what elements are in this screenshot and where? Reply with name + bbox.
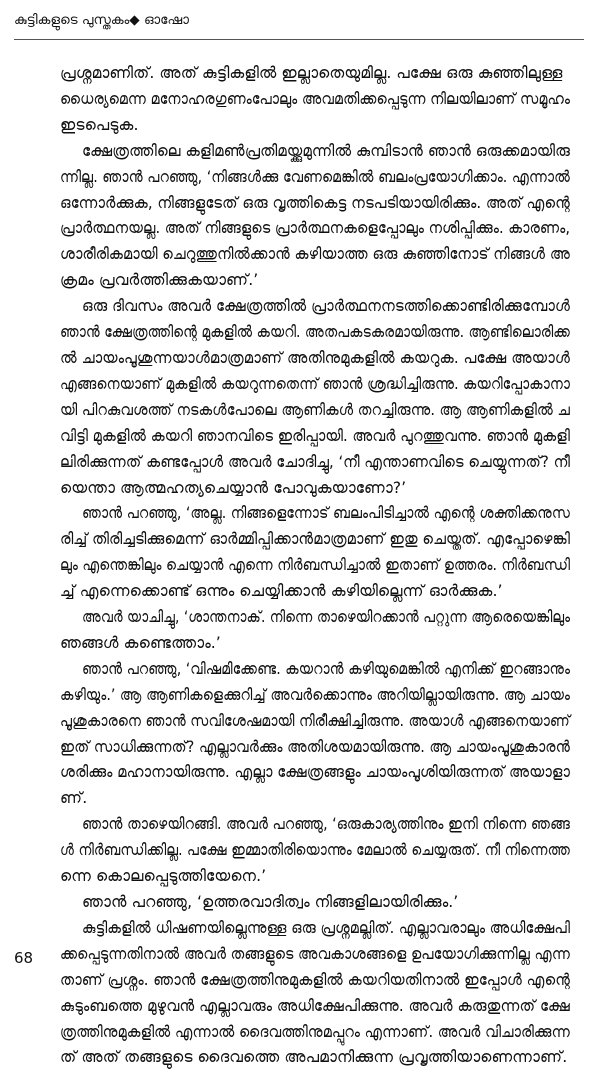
paragraph (60, 915, 570, 1070)
text-line: ച്ച് എന്നെക്കൊണ്ട് ഒന്നും ചെയ്യിക്കാൻ കഴിയില്ലെന്ന് ഓർക്കുക.’ (60, 581, 503, 601)
text-line: ഞാൻ പറഞ്ഞു, ‘വിഷമിക്കേണ്ട. കയറാൻ കഴിയുമെങ്കിൽ എനിക്ക് ഇറങ്ങാനും (82, 658, 570, 678)
page-number: 68 (14, 949, 34, 967)
text-line: ന്നില്ല. ഞാൻ പറഞ്ഞു, ‘നിങ്ങൾക്കു വേണമെങ്കിൽ ബലംപ്രയോഗിക്കാം. എന്നാൽ (60, 166, 570, 186)
text-line: ത്രത്തിനുമുകളിൽ എന്നാൽ ദൈവത്തിനുമപ്പുറം എന്നാണ്. അവർ വിചാരിക്കുന്ന (60, 1021, 570, 1041)
text-line: കുട്ടികളിൽ ധിഷണയില്ലെന്നുള്ള ഒരു പ്രശ്നമല്ലിത്. എല്ലാവരാലും അധിക്ഷേപി (82, 917, 570, 937)
text-line: ഇത് സാധിക്കുന്നത്? എല്ലാവർക്കും അതിശയമായിരുന്നു. ആ ചായംപൂശുകാരൻ (60, 736, 570, 756)
text-line: യി പിറകുവശത്ത് നടകൾപോലെ ആണികൾ തറച്ചിരുന്നു. ആ ആണികളിൽ ച (60, 399, 570, 419)
text-line: പൂശുകാരനെ ഞാൻ സവിശേഷമായി നിരീക്ഷിച്ചിരുന്നു. അയാൾ എങ്ങനെയാണ് (60, 710, 570, 730)
text-line: ഒന്നോർക്കുക, നിങ്ങളുടേത് ഒരു വൃത്തികെട്ട നടപടിയായിരിക്കും. അത് എന്റെ (60, 192, 570, 212)
text-line: ൽ ചായംപൂശുന്നയാൾമാത്രമാണ് അതിനുമുകളിൽ കയറുക. പക്ഷേ അയാൾ (60, 347, 570, 367)
paragraph (60, 811, 570, 889)
text-line: കുടുംബത്തെ മുഴുവൻ എല്ലാവരും അധിക്ഷേപിക്കുന്നു. അവർ കരുതുന്നത് ക്ഷേ (60, 995, 570, 1015)
text-line: ധൈര്യമെന്ന മനോഹരഗുണംപോലും അവമതിക്കപ്പെടുന്ന നിലയിലാണ് സമൂഹം (60, 88, 570, 108)
text-line: യെന്താ ആത്മഹത്യചെയ്യാൻ പോവുകയാണോ?’ (60, 477, 407, 497)
text-line: ക്രമം പ്രവർത്തിക്കുകയാണ്.’ (60, 270, 259, 290)
text-line: പ്രാർത്ഥനയല്ല. അത് നിങ്ങളുടെ പ്രാർത്ഥനകളെപ്പോലും നശിപ്പിക്കും. കാരണം, (60, 218, 570, 238)
text-line: രിച്ച് തിരിച്ചടിക്കുമെന്ന് ഓർമ്മിപ്പിക്കാൻമാത്രമാണ് ഇതു ചെയ്തത്. എപ്പോഴെങ്കി (60, 529, 570, 549)
text-line: കഴിയും.’ ആ ആണികളെക്കുറിച്ച് അവർക്കൊന്നും അറിയില്ലായിരുന്നു. ആ ചായം (60, 684, 570, 704)
paragraph (60, 60, 570, 138)
text-line: ഞാൻ പറഞ്ഞു, ‘അല്ല. നിങ്ങളെന്നോട് ബലംപിടിച്ചാൽ എന്റെ ശക്തിക്കനുസ (82, 503, 570, 523)
text-line: വിട്ടി മുകളിൽ കയറി ഞാനവിടെ ഇരിപ്പായി. അവർ പുറത്തുവന്നു. ഞാൻ മുകളി (60, 425, 570, 445)
text-line: ക്ഷേത്രത്തിലെ കളിമൺപ്രതിമയ്ക്കുമുന്നിൽ കുമ്പിടാൻ ഞാൻ ഒരുക്കമായിരു (82, 140, 570, 160)
text-line: ശാരീരികമായി ചെറുത്തുനിൽക്കാൻ കഴിയാത്ത ഒരു കുഞ്ഞിനോട് നിങ്ങൾ അ (60, 244, 570, 264)
paragraph (60, 604, 570, 656)
text-line: താണ് പ്രശ്നം. ഞാൻ ക്ഷേത്രത്തിനുമുകളിൽ കയറിയതിനാൽ ഇപ്പോൾ എന്റെ (60, 969, 570, 989)
paragraph (60, 889, 570, 915)
text-line: എങ്ങനെയാണ് മുകളിൽ കയറുന്നതെന്ന് ഞാൻ ശ്രദ്ധിച്ചിരുന്നു. കയറിപ്പോകാനാ (60, 373, 570, 393)
header-rule (14, 39, 584, 40)
text-line: ൾ നിർബന്ധിക്കില്ല. പക്ഷേ ഇമ്മാതിരിയൊന്നും മേലാൽ ചെയ്യരുത്. നീ നിന്നെത്ത (60, 840, 570, 860)
text-line: ശരിക്കും മഹാനായിരുന്നു. എല്ലാ ക്ഷേത്രങ്ങളും ചായംപൂശിയിരുന്നത് അയാളാ (60, 762, 570, 782)
paragraph (60, 656, 570, 811)
text-line: ഞാൻ പറഞ്ഞു, ‘ഉത്തരവാദിത്വം നിങ്ങളിലായിരിക്കും.’ (82, 892, 459, 911)
text-line: ഞാൻ താഴെയിറങ്ങി. അവർ പറഞ്ഞു, ‘ഒരുകാര്യത്തിനും ഇനി നിന്നെ ഞങ്ങ (82, 814, 570, 834)
paragraph (60, 500, 570, 604)
text-line: ഇടപെടുക. (60, 114, 139, 134)
text-line: ലും എന്തെങ്കിലും ചെയ്യാൻ എന്നെ നിർബന്ധിച്ചാൽ ഇതാണ് ഉത്തരം. നിർബന്ധി (60, 555, 570, 575)
text-line: ണ്. (60, 788, 88, 808)
text-line: ഞങ്ങൾ കണ്ടെത്താം.’ (60, 632, 221, 652)
text-line: ഒരു ദിവസം അവർ ക്ഷേത്രത്തിൽ പ്രാർത്ഥനനടത്തിക്കൊണ്ടിരിക്കുമ്പോൾ (82, 296, 570, 316)
text-line: ഞാൻ ക്ഷേത്രത്തിന്റെ മുകളിൽ കയറി. അതപകടകരമായിരുന്നു. ആണ്ടിലൊരിക്ക (60, 322, 570, 342)
text-line: പ്രശ്നമാണിത്. അത് കുട്ടികളിൽ ഇല്ലാതെയുമില്ല. പക്ഷേ ഒരു കുഞ്ഞിലുള്ള (60, 63, 563, 82)
text-line: ക്കപ്പെടുന്നതിനാൽ അവർ തങ്ങളുടെ അവകാശങ്ങളെ ഉപയോഗിക്കുന്നില്ല എന്ന (60, 943, 570, 963)
running-header: കുട്ടികളുടെ പുസ്തകം◆ ഓഷോ (14, 12, 189, 28)
text-line: അവർ യാചിച്ചു, ‘ശാന്തനാക്. നിന്നെ താഴെയിറക്കാൻ പറ്റുന്ന ആരെയെങ്കിലും (82, 607, 570, 627)
text-line: ന്നെ കൊലപ്പെടുത്തിയേനെ.’ (60, 866, 267, 886)
text-line: ത് അത് തങ്ങളുടെ ദൈവത്തെ അപമാനിക്കുന്ന പ്രവൃത്തിയാണെന്നാണ്. (60, 1047, 568, 1067)
body-text (60, 60, 570, 1070)
paragraph (60, 138, 570, 293)
paragraph (60, 293, 570, 500)
text-line: ലിരിക്കുന്നത് കണ്ടപ്പോൾ അവർ ചോദിച്ചു, ‘നീ എന്താണവിടെ ചെയ്യുന്നത്? നീ (60, 451, 570, 471)
